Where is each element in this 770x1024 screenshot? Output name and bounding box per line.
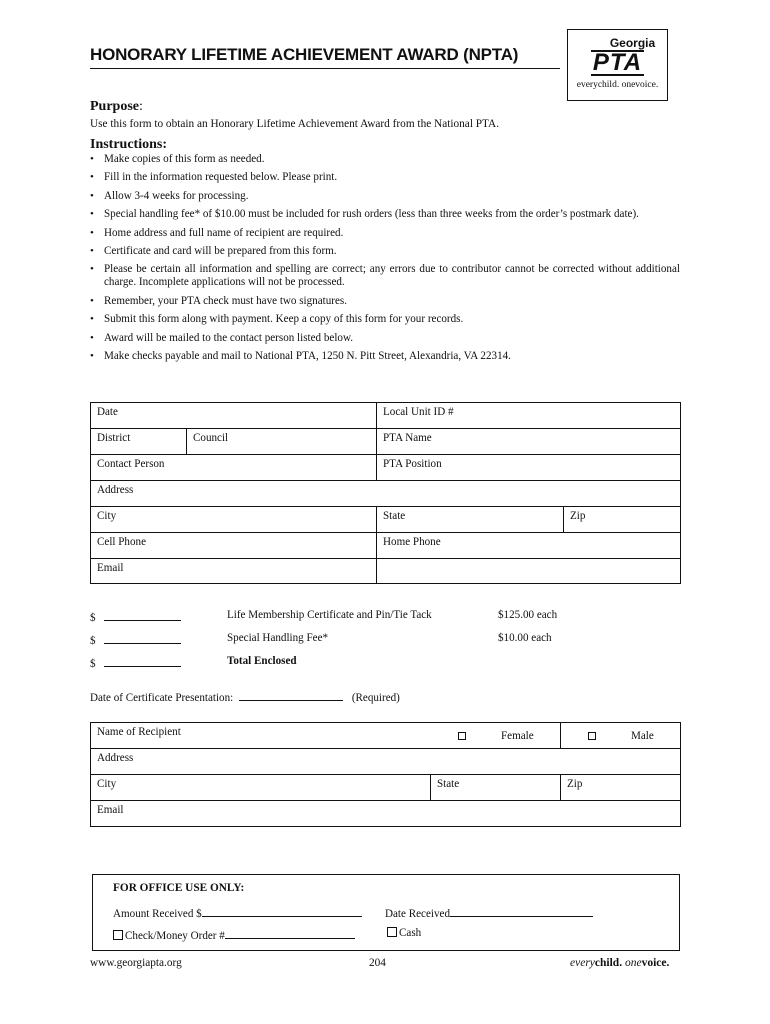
date-received-blank[interactable]	[450, 905, 593, 917]
presentation-date-blank[interactable]	[239, 689, 343, 701]
council-field[interactable]: Council	[187, 429, 377, 455]
special-handling-label: Special Handling Fee*	[227, 632, 329, 644]
purpose-text: Use this form to obtain an Honorary Lifetime Achievement Award from the National PTA.	[90, 118, 500, 130]
male-checkbox[interactable]	[588, 732, 596, 740]
life-membership-label: Life Membership Certificate and Pin/Tie Tack	[227, 609, 432, 621]
recipient-table	[90, 722, 681, 827]
life-membership-price: $125.00 each	[498, 609, 558, 621]
contact-info-table	[90, 402, 681, 584]
logo-tagline: everychild. onevoice.	[576, 80, 659, 90]
instruction-item: • Please be certain all information and spelling are correct; any errors due to contributor cannot be corrected without additional charge. Incomplete applications will not be processed.	[90, 263, 680, 289]
amount-received-row	[113, 905, 362, 920]
recipient-name-field[interactable]	[91, 723, 561, 749]
presentation-date-label: Date of Certificate Presentation:	[90, 692, 234, 704]
home-phone-field[interactable]: Home Phone	[377, 533, 681, 559]
check-money-order-label: Check/Money Order #	[125, 930, 225, 942]
instruction-item: • Special handling fee* of $10.00 must be included for rush orders (less than three weeks from the order’s postmark date).	[90, 208, 680, 221]
city-field[interactable]: City	[91, 507, 377, 533]
recipient-email-field[interactable]: Email	[91, 801, 681, 827]
email-field[interactable]: Email	[91, 559, 377, 584]
contact-person-field[interactable]: Contact Person	[91, 455, 377, 481]
page-title: HONORARY LIFETIME ACHIEVEMENT AWARD (NPTA)	[90, 45, 519, 64]
logo-georgia-text: Georgia	[609, 36, 656, 50]
recipient-city-field[interactable]: City	[91, 775, 431, 801]
instruction-item: • Make checks payable and mail to National PTA, 1250 N. Pitt Street, Alexandria, VA 22314.	[90, 350, 680, 363]
local-unit-id-field[interactable]: Local Unit ID #	[377, 403, 681, 429]
instructions-list	[90, 153, 680, 368]
instruction-item: • Award will be mailed to the contact person listed below.	[90, 332, 680, 345]
address-field[interactable]: Address	[91, 481, 681, 507]
instruction-item: • Fill in the information requested below. Please print.	[90, 171, 680, 184]
instruction-item: • Certificate and card will be prepared from this form.	[90, 245, 680, 258]
instruction-item: • Remember, your PTA check must have two signatures.	[90, 295, 680, 308]
special-handling-price: $10.00 each	[498, 632, 552, 644]
dollar-sign: $	[90, 612, 96, 624]
total-amount-blank[interactable]	[104, 655, 181, 667]
date-field[interactable]: Date	[91, 403, 377, 429]
instructions-heading: Instructions:	[90, 137, 168, 152]
cash-checkbox[interactable]	[387, 927, 397, 937]
required-note: (Required)	[351, 692, 400, 704]
pta-position-field[interactable]: PTA Position	[377, 455, 681, 481]
fee-row-life-membership	[90, 609, 181, 624]
dollar-sign: $	[90, 635, 96, 647]
page-number: 204	[369, 957, 386, 969]
georgia-pta-logo	[567, 29, 668, 101]
office-use-box	[92, 874, 680, 951]
total-enclosed-label: Total Enclosed	[227, 655, 297, 667]
tagline-voice: voice.	[641, 957, 670, 969]
purpose-heading: Purpose:	[90, 99, 143, 114]
logo-pta-text: PTA	[592, 49, 643, 76]
office-use-heading: FOR OFFICE USE ONLY:	[113, 882, 245, 894]
cell-phone-field[interactable]: Cell Phone	[91, 533, 377, 559]
amount-received-label: Amount Received $	[113, 908, 202, 920]
male-label: Male	[631, 730, 654, 742]
tagline-child: child.	[594, 957, 623, 969]
gender-male-cell	[561, 723, 681, 749]
footer-tagline	[570, 957, 669, 969]
check-money-order-row	[113, 927, 355, 942]
district-field[interactable]: District	[91, 429, 187, 455]
female-label: Female	[501, 730, 534, 742]
recipient-state-field[interactable]: State	[431, 775, 561, 801]
check-number-blank[interactable]	[225, 927, 355, 939]
tagline-every: every	[570, 957, 595, 969]
zip-field[interactable]: Zip	[564, 507, 681, 533]
instruction-item: • Home address and full name of recipient are required.	[90, 227, 680, 240]
fee-row-special-handling	[90, 632, 181, 647]
special-handling-amount-blank[interactable]	[104, 632, 181, 644]
fee-row-total	[90, 655, 181, 670]
instruction-item: • Allow 3-4 weeks for processing.	[90, 190, 680, 203]
footer-website: www.georgiapta.org	[90, 957, 182, 969]
recipient-zip-field[interactable]: Zip	[561, 775, 681, 801]
email-blank-cell[interactable]	[377, 559, 681, 584]
recipient-name-label: Name of Recipient	[97, 726, 181, 738]
tagline-one: one	[622, 957, 642, 969]
cash-label: Cash	[399, 927, 422, 939]
life-membership-amount-blank[interactable]	[104, 609, 181, 621]
title-rule	[90, 68, 560, 69]
female-checkbox[interactable]	[458, 732, 466, 740]
cash-row	[387, 927, 421, 939]
presentation-date-row	[90, 689, 400, 704]
dollar-sign: $	[90, 658, 96, 670]
instruction-item: • Submit this form along with payment. Keep a copy of this form for your records.	[90, 313, 680, 326]
check-money-order-checkbox[interactable]	[113, 930, 123, 940]
date-received-label: Date Received	[385, 908, 450, 920]
amount-received-blank[interactable]	[202, 905, 362, 917]
state-field[interactable]: State	[377, 507, 564, 533]
recipient-address-field[interactable]: Address	[91, 749, 681, 775]
date-received-row	[385, 905, 593, 920]
pta-name-field[interactable]: PTA Name	[377, 429, 681, 455]
instruction-item: • Make copies of this form as needed.	[90, 153, 680, 166]
